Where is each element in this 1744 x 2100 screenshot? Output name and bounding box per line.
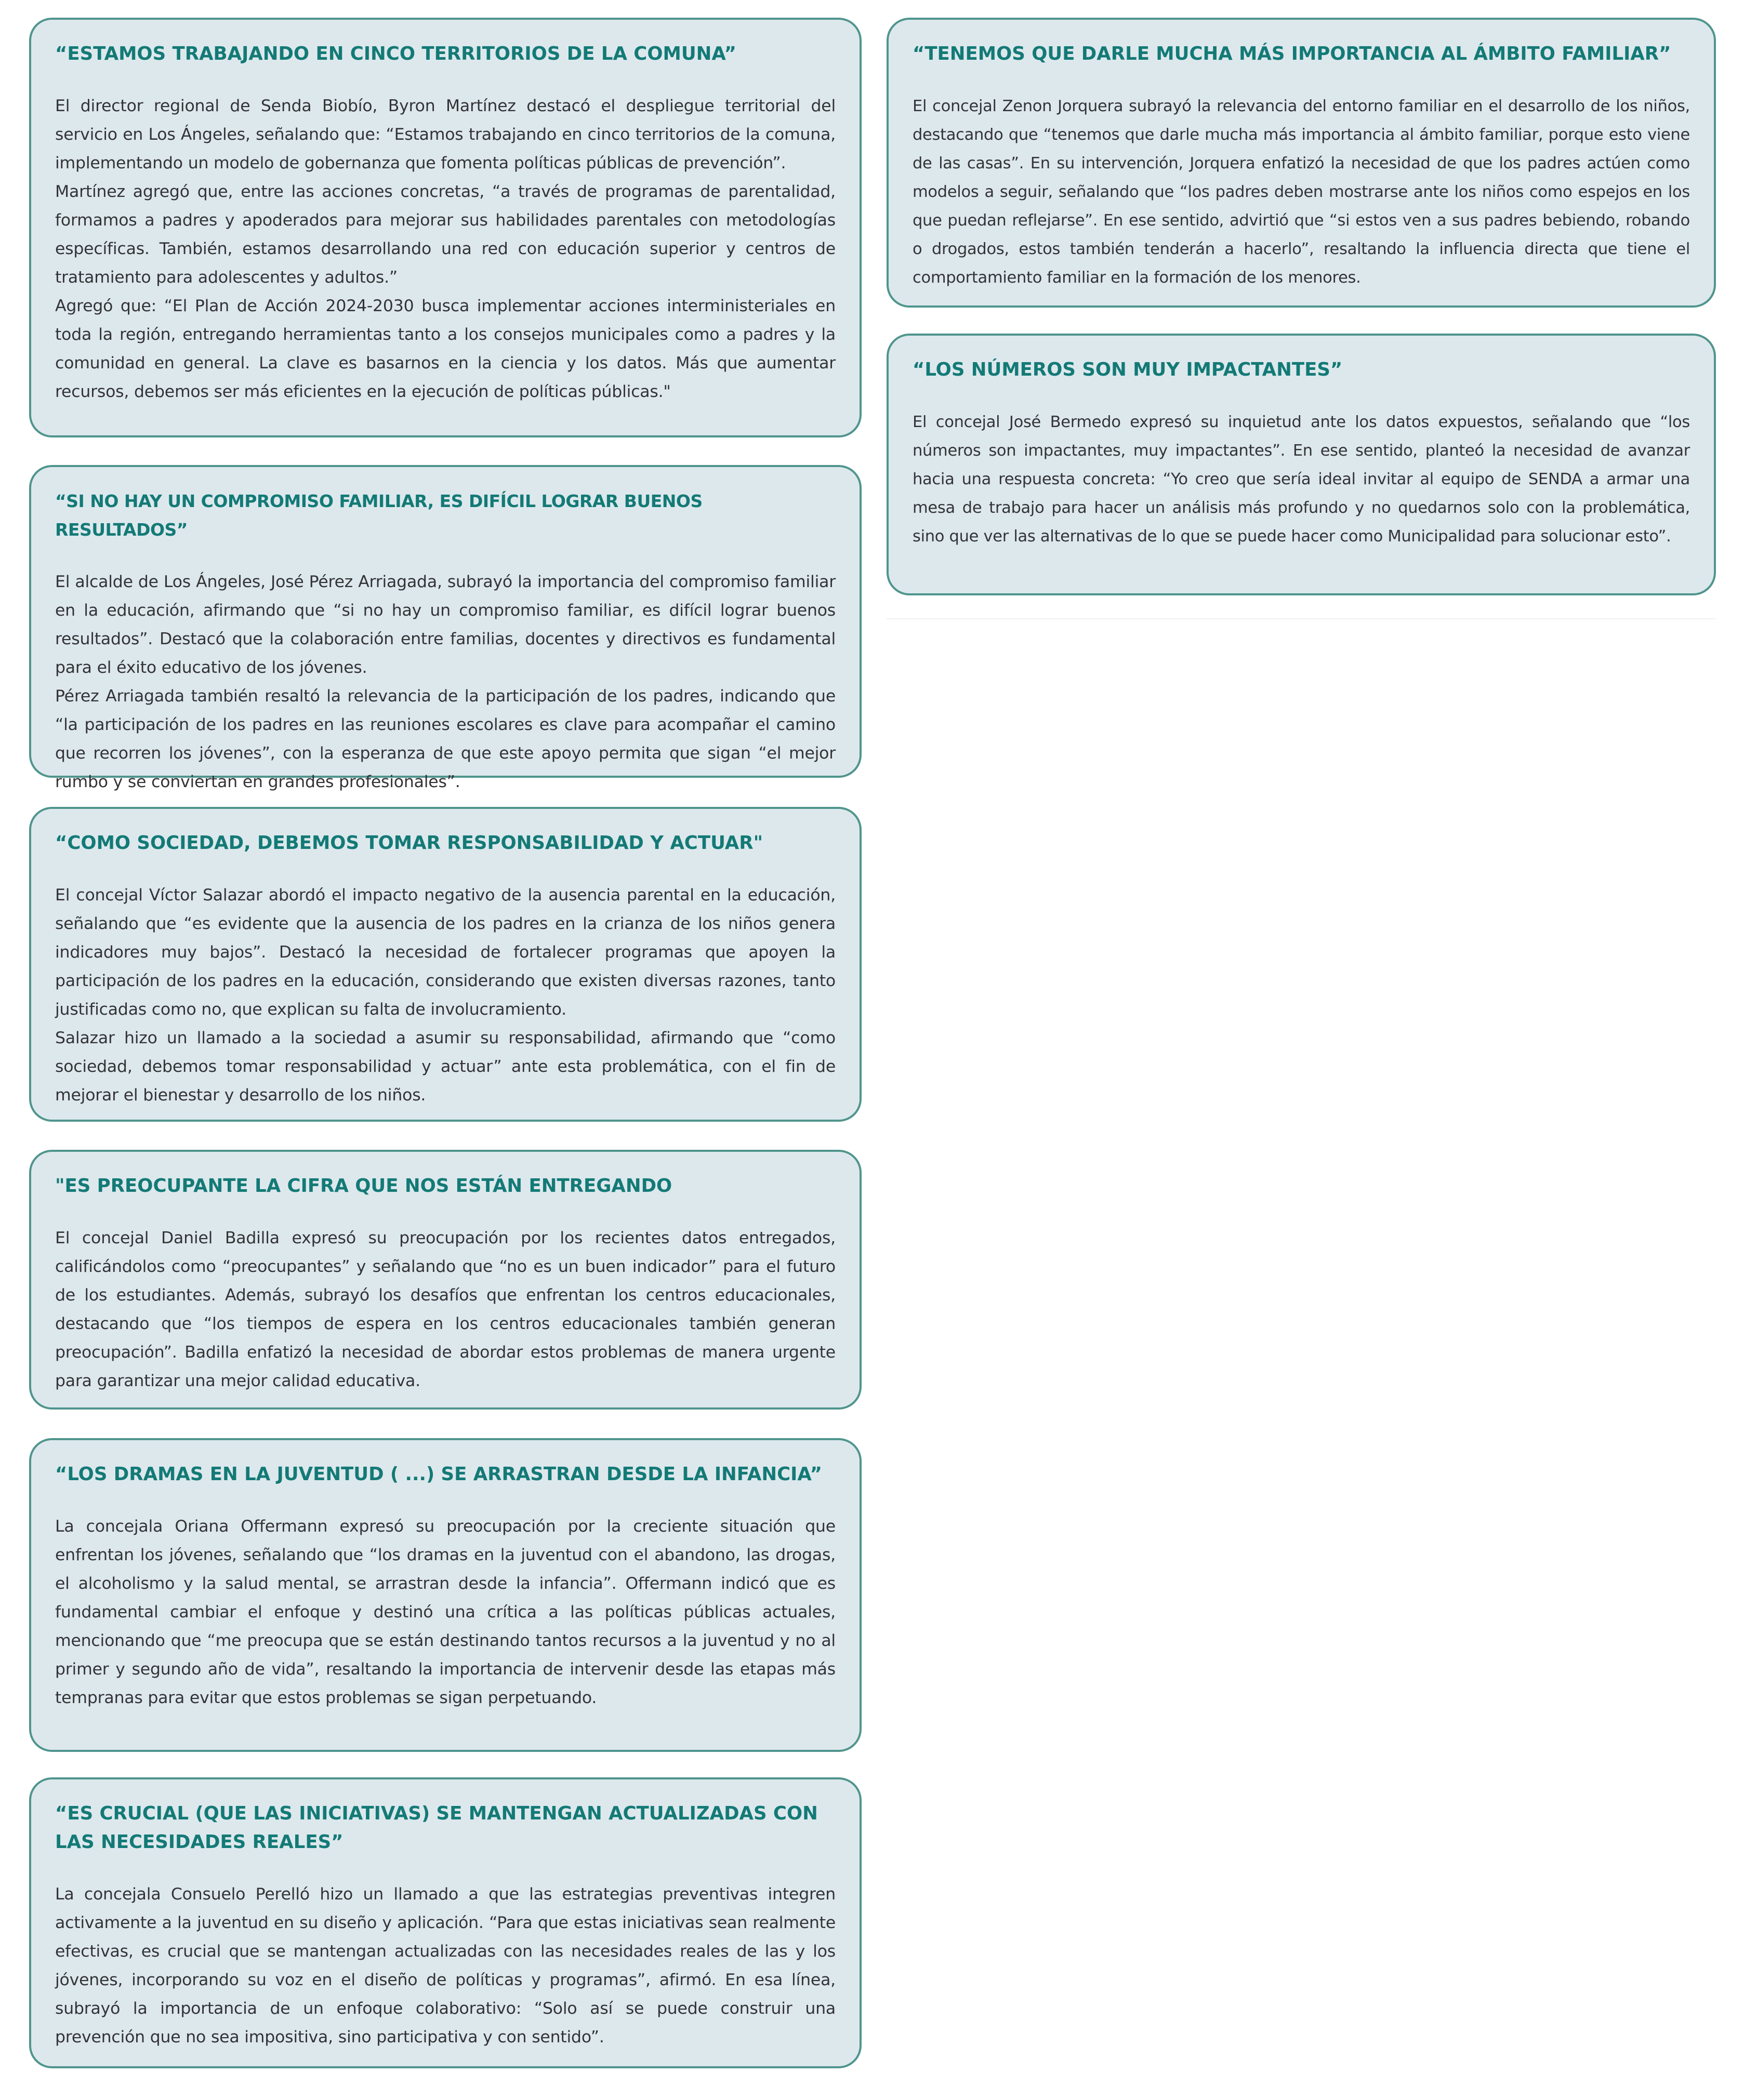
card-heading: “ESTAMOS TRABAJANDO EN CINCO TERRITORIOS DE LA COMUNA”: [55, 43, 736, 64]
card-paragraph: Salazar hizo un llamado a la sociedad a asumir su responsabilidad, afirmando que “como sociedad, debemos tomar responsabilidad y actuar” ante esta problemática, con el fin de mejorar el bienestar y desarrollo de los niños.: [55, 1029, 836, 1105]
card-paragraph: Martínez agregó que, entre las acciones concretas, “a través de programas de parentalidad, formamos a padres y apoderados para mejorar sus habilidades parentales con metodologías específicas. También, estamos desarrollando una red con educación superior y centros de tratamiento para adolescentes y adultos.”: [55, 182, 836, 287]
card-paragraph: El concejal José Bermedo expresó su inquietud ante los datos expuestos, señalando que “los números son impactantes, muy impactantes”. En ese sentido, planteó la necesidad de avanzar hacia una respuesta concreta: “Yo creo que sería ideal invitar al equipo de SENDA a armar una mesa de trabajo para hacer un análisis más profundo y no quedarnos solo con la problemática, sino que ver las alternativas de lo que se puede hacer como Municipalidad para solucionar esto”.: [913, 413, 1690, 546]
card-paragraph: El alcalde de Los Ángeles, José Pérez Arriagada, subrayó la importancia del compromiso familiar en la educación, afirmando que “si no hay un compromiso familiar, es difícil lograr buenos resultados”. Destacó que la colaboración entre familias, docentes y directivos es fundamental para el éxito educativo de los jóvenes.: [55, 573, 836, 677]
card-paragraph: El director regional de Senda Biobío, Byron Martínez destacó el despliegue territorial del servicio en Los Ángeles, señalando que: “Estamos trabajando en cinco territorios de la comuna, implementando un modelo de gobernanza que fomenta políticas públicas de prevención”.: [55, 97, 836, 172]
divider: [887, 618, 1716, 619]
card-heading: “ES CRUCIAL (QUE LAS INICIATIVAS) SE MANTENGAN ACTUALIZADAS CON LAS NECESIDADES REALES”: [55, 1803, 818, 1853]
quote-card-jorquera: [887, 18, 1716, 308]
card-paragraph: Pérez Arriagada también resaltó la relevancia de la participación de los padres, indicando que “la participación de los padres en las reuniones escolares es clave para acompañar el camino que recorren los jóvenes”, con la esperanza de que este apoyo permita que sigan “el mejor rumbo y se conviertan en grandes profesionales”.: [55, 687, 836, 791]
card-paragraph: El concejal Zenon Jorquera subrayó la relevancia del entorno familiar en el desarrollo de los niños, destacando que “tenemos que darle mucha más importancia al ámbito familiar, porque esto viene de las casas”. En su intervención, Jorquera enfatizó la necesidad de que los padres actúen como modelos a seguir, señalando que “los padres deben mostrarse ante los niños como espejos en los que puedan reflejarse”. En ese sentido, advirtió que “si estos ven a sus padres bebiendo, robando o drogados, estos también tenderán a hacerlo”, resaltando la influencia directa que tiene el comportamiento familiar en la formación de los menores.: [913, 97, 1690, 287]
card-paragraph: El concejal Daniel Badilla expresó su preocupación por los recientes datos entregados, calificándolos como “preocupantes” y señalando que “no es un buen indicador” para el futuro de los estudiantes. Además, subrayó los desafíos que enfrentan los centros educacionales, destacando que “los tiempos de espera en los centros educacionales también generan preocupación”. Badilla enfatizó la necesidad de abordar estos problemas de manera urgente para garantizar una mejor calidad educativa.: [55, 1229, 836, 1390]
card-paragraph: La concejala Oriana Offermann expresó su preocupación por la creciente situación que enfrentan los jóvenes, señalando que “los dramas en la juventud con el abandono, las drogas, el alcoholismo y la salud mental, se arrastran desde la infancia”. Offermann indicó que es fundamental cambiar el enfoque y destinó una crítica a las políticas públicas actuales, mencionando que “me preocupa que se están destinando tantos recursos a la juventud y no al primer y segundo año de vida”, resaltando la importancia de intervenir desde las etapas más tempranas para evitar que estos problemas se sigan perpetuando.: [55, 1517, 836, 1707]
card-heading: “LOS DRAMAS EN LA JUVENTUD ( ...) SE ARRASTRAN DESDE LA INFANCIA”: [55, 1464, 822, 1485]
card-paragraph: La concejala Consuelo Perelló hizo un llamado a que las estrategias preventivas integren activamente a la juventud en su diseño y aplicación. “Para que estas iniciativas sean realmente efectivas, es crucial que se mantengan actualizadas con las necesidades reales de las y los jóvenes, incorporando su voz en el diseño de políticas y programas”, afirmó. En esa línea, subrayó la importancia de un enfoque colaborativo: “Solo así se puede construir una prevención que no sea impositiva, sino participativa y con sentido”.: [55, 1885, 836, 2046]
card-paragraph: El concejal Víctor Salazar abordó el impacto negativo de la ausencia parental en la educación, señalando que “es evidente que la ausencia de los padres en la crianza de los niños genera indicadores muy bajos”. Destacó la necesidad de fortalecer programas que apoyen la participación de los padres en la educación, considerando que existen diversas razones, tanto justificadas como no, que explican su falta de involucramiento.: [55, 886, 836, 1019]
quote-card-badilla: [29, 1150, 862, 1410]
quote-card-martinez: [29, 18, 862, 437]
card-heading: “TENEMOS QUE DARLE MUCHA MÁS IMPORTANCIA AL ÁMBITO FAMILIAR”: [913, 43, 1671, 64]
card-heading: “SI NO HAY UN COMPROMISO FAMILIAR, ES DIFÍCIL LOGRAR BUENOS RESULTADOS”: [55, 491, 703, 540]
quote-card-salazar: [29, 807, 862, 1122]
card-paragraph: Agregó que: “El Plan de Acción 2024-2030 busca implementar acciones interministeriales en toda la región, entregando herramientas tanto a los consejos municipales como a padres y la comunidad en general. La clave es basarnos en la ciencia y los datos. Más que aumentar recursos, debemos ser más eficientes en la ejecución de políticas públicas.": [55, 297, 836, 401]
card-heading: “COMO SOCIEDAD, DEBEMOS TOMAR RESPONSABILIDAD Y ACTUAR": [55, 832, 763, 854]
quote-card-bermedo: [887, 334, 1716, 595]
quote-card-perello: [29, 1777, 862, 2068]
card-heading: "ES PREOCUPANTE LA CIFRA QUE NOS ESTÁN ENTREGANDO: [55, 1175, 672, 1197]
quote-card-offermann: [29, 1438, 862, 1752]
quote-card-perez-arriagada: [29, 465, 862, 791]
card-heading: “LOS NÚMEROS SON MUY IMPACTANTES”: [913, 359, 1343, 380]
